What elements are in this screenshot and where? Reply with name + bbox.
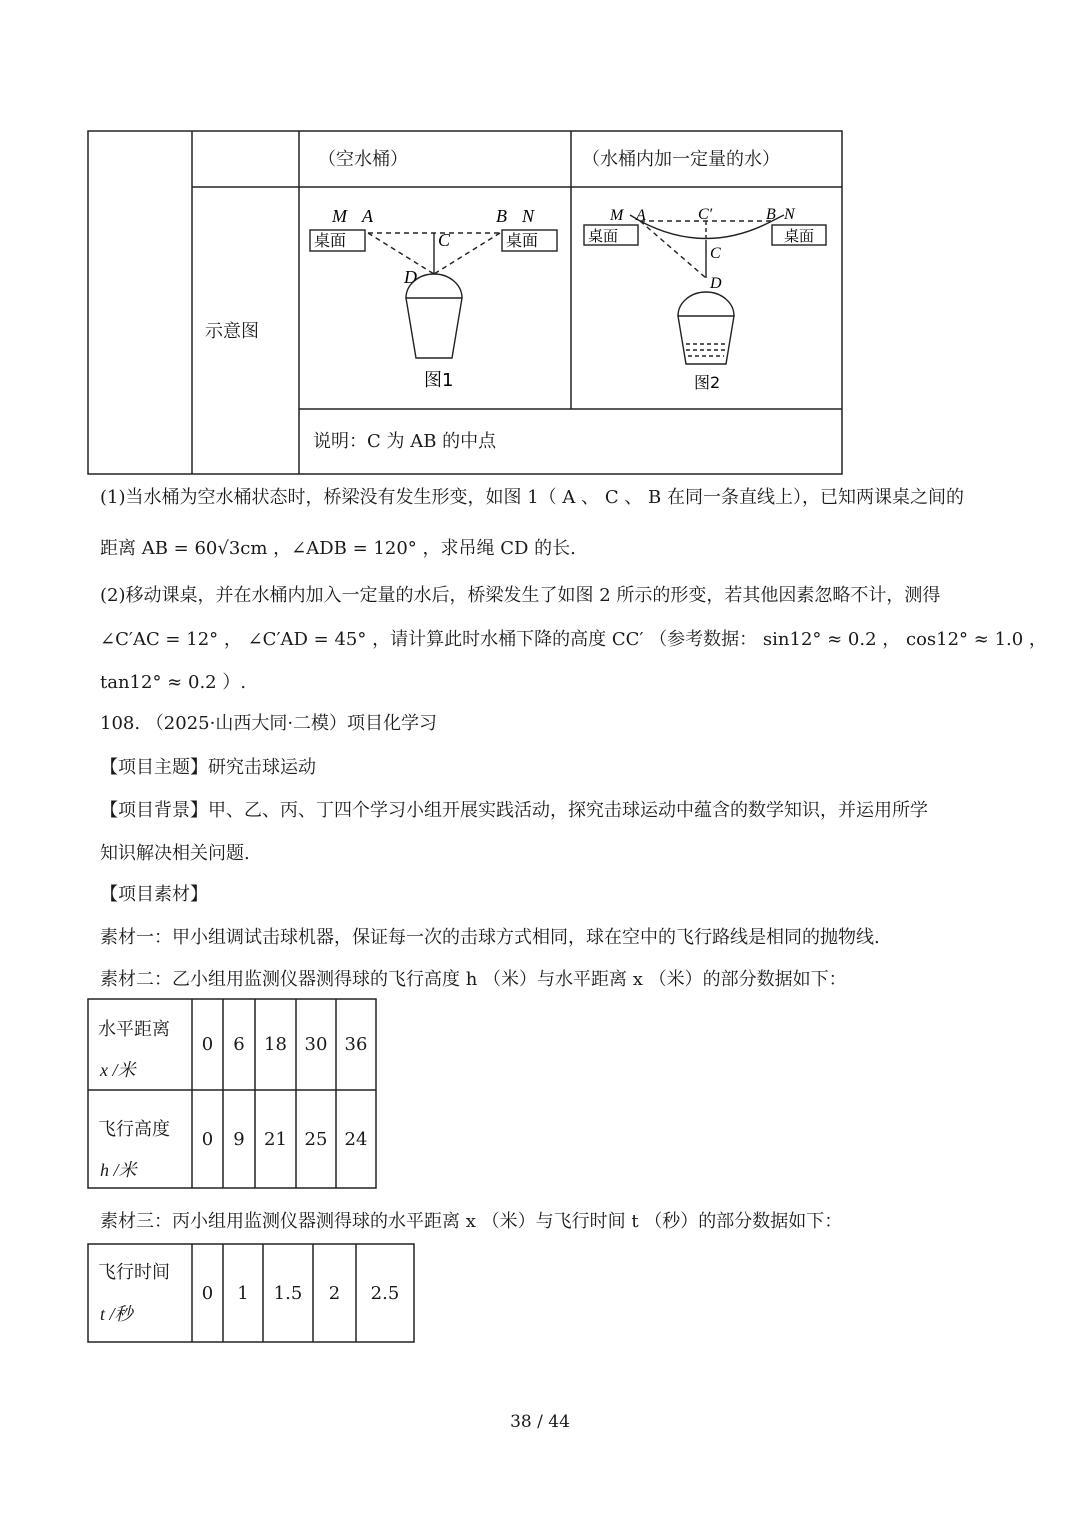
table-cell: 0 (201, 1034, 214, 1055)
table-cell: 0 (201, 1282, 214, 1304)
bucket-body (678, 316, 734, 364)
point-c: C (710, 245, 721, 262)
bucket-handle (678, 292, 734, 316)
water-lines (686, 344, 726, 356)
table-cell: 2 (328, 1282, 341, 1304)
point-a: A (636, 207, 646, 224)
desk-left-label: 桌面 (314, 231, 347, 250)
project-background-line2: 知识解决相关问题. (100, 843, 250, 864)
q2-line3: tan12° ≈ 0.2 ）. (100, 672, 247, 693)
bucket-body (406, 298, 462, 358)
col-header-empty-bucket: （空水桶） (318, 149, 408, 170)
material-2: 素材二：乙小组用监测仪器测得球的飞行高度 h （米）与水平距离 x （米）的部分数据如下： (100, 969, 847, 990)
q2-line2: ∠C′AC = 12° ， ∠C′AD = 45° ，请计算此时水桶下降的高度 CC′ （参考数据： sin12° ≈ 0.2 ， cos12° ≈ 1.0 ， (100, 629, 1047, 650)
diagram-note: 说明：C 为 AB 的中点 (313, 431, 497, 452)
table-cell: 0 (201, 1128, 214, 1150)
project-theme: 【项目主题】研究击球运动 (100, 757, 316, 778)
col-header-water-bucket: （水桶内加一定量的水） (582, 149, 780, 170)
table-cell: 36 (344, 1034, 368, 1055)
figure-1 (300, 188, 570, 408)
row-label-time: 飞行时间 (98, 1262, 170, 1283)
point-m: M (332, 206, 347, 226)
point-c-prime: C′ (698, 206, 713, 223)
desk-right-label: 桌面 (784, 227, 815, 245)
desk-left-label: 桌面 (588, 227, 619, 245)
point-b: B (496, 206, 507, 226)
q1-line1: (1)当水桶为空水桶状态时，桥梁没有发生形变，如图 1（ A 、 C 、 B 在同一条直线上），已知两课桌之间的 (100, 487, 964, 508)
desk-right-label: 桌面 (506, 231, 539, 250)
point-c: C (438, 230, 451, 250)
row-label-height-unit: h /米 (100, 1160, 137, 1180)
figure-1-caption: 图1 (424, 370, 454, 391)
row-label-height: 飞行高度 (98, 1119, 170, 1140)
table-cell: 24 (344, 1128, 368, 1150)
table-cell: 1.5 (273, 1282, 303, 1304)
figure-2 (572, 188, 840, 408)
material-1: 素材一：甲小组调试击球机器，保证每一次的击球方式相同，球在空中的飞行路线是相同的抛物线. (100, 927, 880, 948)
table-cell: 2.5 (370, 1282, 400, 1304)
point-m: M (610, 207, 624, 224)
row-label-distance: 水平距离 (98, 1019, 170, 1040)
row-label-diagram: 示意图 (205, 321, 259, 342)
table-cell: 6 (233, 1034, 245, 1055)
point-d: D (404, 267, 417, 287)
table-cell: 25 (304, 1128, 328, 1150)
page-number: 38 / 44 (510, 1412, 570, 1432)
point-b: B (766, 206, 776, 223)
table-cell: 18 (264, 1034, 287, 1055)
project-materials-title: 【项目素材】 (100, 884, 208, 905)
point-d: D (710, 275, 722, 292)
material-3: 素材三：丙小组用监测仪器测得球的水平距离 x （米）与飞行时间 t （秒）的部分数据如下： (100, 1211, 843, 1232)
project-background-line1: 【项目背景】甲、乙、丙、丁四个学习小组开展实践活动，探究击球运动中蕴含的数学知识，并运用所学 (100, 800, 928, 821)
point-n: N (522, 206, 535, 226)
q2-line1: (2)移动课桌，并在水桶内加入一定量的水后，桥梁发生了如图 2 所示的形变，若其他因素忽略不计，测得 (100, 585, 941, 606)
q1-line2: 距离 AB = 60√3cm ，∠ADB = 120° ，求吊绳 CD 的长. (100, 538, 576, 559)
point-a: A (362, 206, 373, 226)
table-cell: 1 (237, 1282, 249, 1304)
problem-108-heading: 108. （2025·山西大同·二模）项目化学习 (100, 713, 438, 734)
row-label-time-unit: t /秒 (100, 1304, 133, 1324)
line-ad (640, 221, 706, 278)
table-cell: 9 (233, 1128, 245, 1150)
table-cell: 30 (304, 1034, 328, 1055)
table-cell: 21 (264, 1128, 287, 1150)
point-n: N (784, 206, 795, 223)
figure-2-caption: 图2 (694, 373, 721, 392)
line-ad (368, 233, 434, 274)
row-label-distance-unit: x /米 (100, 1060, 136, 1080)
